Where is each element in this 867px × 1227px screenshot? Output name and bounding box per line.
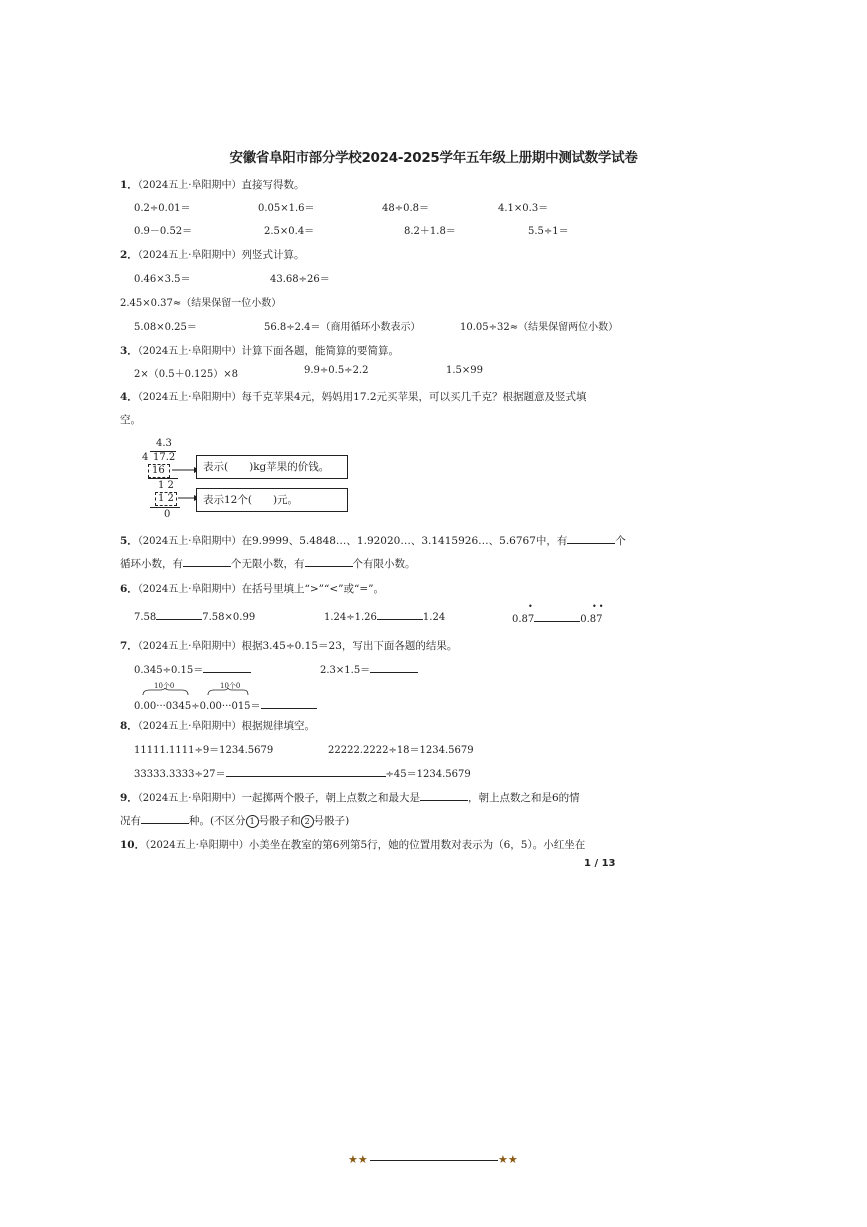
question-1 [120,176,304,192]
q6-item: 0.87 0.87 [512,611,603,625]
question-4-continued: 空。 [120,414,141,426]
repeating-dot: • [528,602,533,611]
q1-expr: 2.5×0.4＝ [264,226,315,237]
question-10: 10．（2024五上·阜阳期中）小美坐在教室的第6列第5行，她的位置用数对表示为（6，5）。小红坐在 [120,839,586,851]
annotation-box-1: 表示( )kg苹果的价钱。 [196,455,348,479]
question-2: 2．（2024五上·阜阳期中）列竖式计算。 [120,249,305,261]
page-number: 1 / 13 [584,858,616,869]
page-title: 安徽省阜阳市部分学校2024-2025学年五年级上册期中测试数学试卷 [229,150,638,166]
question-text: 直接写得数。 [241,179,305,191]
q8-expr: 33333.3333÷27＝ ÷45＝1234.5679 [134,765,471,780]
question-7: 7．（2024五上·阜阳期中）根据3.45÷0.15＝23，写出下面各题的结果。 [120,640,458,652]
product-step2: 1 2 [158,493,174,504]
q1-expr: 0.05×1.6＝ [258,203,315,214]
remainder1: 1 2 [158,480,174,491]
question-number: 1． [120,179,138,191]
q6-item: 7.58 7.58×0.99 [134,609,255,623]
answer-blank [226,766,386,777]
source-tag: （2024五上·阜阳期中） [137,180,242,191]
final-remainder: 0 [164,509,171,520]
repeating-dots: •• [592,602,606,611]
answer-blank [534,611,580,622]
q3-expr: 1.5×99 [446,365,484,376]
q7-expr-braced: 0.00···0345÷0.00···015＝ [134,697,317,712]
star-icon-right: ★★ [498,1153,518,1166]
brace-label: 10个0 [154,682,175,690]
q1-expr: 8.2＋1.8＝ [404,226,456,237]
star-icon-left: ★★ [348,1153,368,1166]
q1-expr: 0.2÷0.01＝ [134,203,191,214]
annotation-box-2: 表示12个( )元。 [196,488,348,512]
answer-blank [261,698,317,709]
answer-blank [305,556,353,567]
q2-expr: 10.05÷32≈（结果保留两位小数） [460,322,619,333]
q8-expr: 11111.1111÷9＝1234.5679 [134,745,274,756]
answer-blank [377,609,423,620]
q3-expr: 2×（0.5＋0.125）×8 [134,369,239,380]
q3-expr: 9.9÷0.5÷2.2 [304,365,369,376]
answer-blank [567,533,615,544]
q6-item: 1.24÷1.26 1.24 [324,609,445,623]
q1-expr: 48÷0.8＝ [382,203,430,214]
footer-divider [370,1160,498,1161]
q2-expr: 2.45×0.37≈（结果保留一位小数） [120,298,282,309]
answer-blank [203,662,251,673]
quotient: 4.3 [156,438,172,449]
brace-label: 10个0 [220,682,241,690]
question-9: 9．（2024五上·阜阳期中）一起掷两个骰子，朝上点数之和最大是 ，朝上点数之和是6的情 [120,792,580,804]
divisor: 4 [142,452,149,463]
q7-expr: 2.3×1.5＝ [320,661,418,676]
circled-number: 2 [301,815,314,828]
q8-expr: 22222.2222÷18＝1234.5679 [328,745,474,756]
dividend: 17.2 [153,452,176,463]
question-3: 3．（2024五上·阜阳期中）计算下面各题，能简算的要简算。 [120,345,399,357]
question-8: 8．（2024五上·阜阳期中）根据规律填空。 [120,720,315,732]
answer-blank [420,790,468,801]
question-5-line2: 循环小数，有 个无限小数，有 个有限小数。 [120,558,416,570]
answer-blank [156,609,202,620]
braces [140,688,260,696]
question-6: 6．（2024五上·阜阳期中）在括号里填上“>”“<”或“=”。 [120,583,385,595]
product-step1: 16 [152,465,165,476]
q2-expr: 43.68÷26＝ [270,274,330,285]
answer-blank [370,662,418,673]
q2-expr: 5.08×0.25＝ [134,322,197,333]
question-4: 4．（2024五上·阜阳期中）每千克苹果4元，妈妈用17.2元买苹果，可以买几千克？根据题意及竖式填 [120,391,587,403]
q1-expr: 4.1×0.3＝ [498,203,549,214]
question-5: 5．（2024五上·阜阳期中）在9.9999、5.4848…、1.92020…、3.1415926…、5.6767中，有 个 [120,535,626,547]
q1-expr: 0.9－0.52＝ [134,226,193,237]
answer-blank [183,556,231,567]
question-9-line2: 况有 种。(不区分 1 号骰子和 2 号骰子) [120,815,350,827]
q2-expr: 56.8÷2.4＝（商用循环小数表示） [264,322,421,333]
circled-number: 1 [246,815,259,828]
q2-expr: 0.46×3.5＝ [134,274,191,285]
q7-expr: 0.345÷0.15＝ [134,661,251,676]
answer-blank [141,813,189,824]
q1-expr: 5.5÷1＝ [528,226,569,237]
